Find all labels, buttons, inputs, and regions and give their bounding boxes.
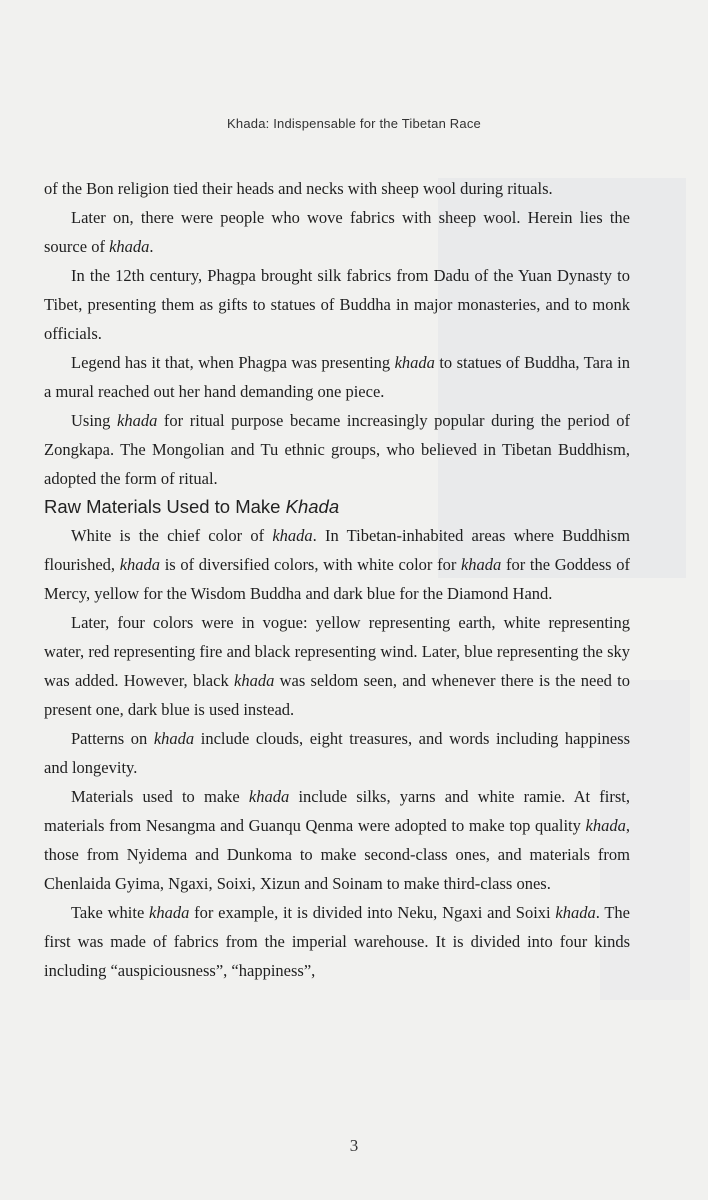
text-run: for ritual purpose became increasingly popular during the period of Zongkapa. The Mongolian and Tu ethnic groups, who believed in Tibetan Buddhism, adopted the form of ritual. [44, 411, 631, 488]
italic-term: khada [109, 237, 150, 256]
section-heading [44, 493, 630, 521]
text-run: , those from Nyidema and Dunkoma to make second-class ones, and materials from Chenlaida Gyima, Ngaxi, Soixi, Xizun and Soinam to make third-class ones. [44, 816, 630, 893]
italic-term: khada [394, 353, 435, 372]
text-run: Using [71, 411, 118, 430]
paragraph [44, 406, 630, 493]
text-run: was seldom seen, and whenever there is the need to present one, dark blue is used instead. [44, 671, 631, 719]
text-run: of the Bon religion tied their heads and necks with sheep wool during rituals. [44, 179, 553, 198]
text-run: Later on, there were people who wove fabrics with sheep wool. Herein lies the source of [44, 208, 630, 256]
italic-term: khada [153, 729, 195, 748]
running-head: Khada: Indispensable for the Tibetan Race [227, 116, 481, 131]
text-run: . In Tibetan-inhabited areas where Buddhism flourished, [44, 526, 630, 574]
text-run: is of diversified colors, with white color for [160, 555, 461, 574]
paragraph [44, 898, 630, 985]
paragraph [44, 174, 630, 203]
paragraph [44, 521, 630, 608]
page-number: 3 [349, 1136, 359, 1155]
text-run: include clouds, eight treasures, and words including happiness and longevity. [44, 729, 630, 777]
text-run: . [149, 237, 154, 256]
italic-term: khada [248, 787, 290, 806]
text-run: include silks, yarns and white ramie. At first, materials from Nesangma and Guanqu Qenma were adopted to make top quality [44, 787, 630, 835]
heading-text: Raw Materials Used to Make [44, 496, 286, 517]
text-run: Legend has it that, when Phagpa was presenting [71, 353, 395, 372]
paragraph [44, 261, 630, 348]
paragraph [44, 724, 630, 782]
italic-term: khada [585, 816, 626, 835]
paragraph [44, 348, 630, 406]
text-run: Take white [71, 903, 150, 922]
italic-term: khada [149, 903, 190, 922]
italic-term: khada [555, 903, 596, 922]
paragraph [44, 203, 630, 261]
text-run: to statues of Buddha, Tara in a mural reached out her hand demanding one piece. [44, 353, 630, 401]
text-run: for the Goddess of Mercy, yellow for the Wisdom Buddha and dark blue for the Diamond Hand. [44, 555, 630, 603]
text-run: . The first was made of fabrics from the imperial warehouse. It is divided into four kinds including “auspiciousness”, “happiness”, [44, 903, 630, 980]
heading-italic: Khada [285, 496, 340, 517]
paragraph [44, 782, 630, 898]
text-run: Patterns on [71, 729, 154, 748]
italic-term: khada [117, 411, 158, 430]
text-run: In the 12th century, Phagpa brought silk fabrics from Dadu of the Yuan Dynasty to Tibet, presenting them as gifts to statues of Buddha in major monasteries, and to monk officials. [44, 266, 630, 343]
italic-term: khada [460, 555, 502, 574]
text-run: White is the chief color of [71, 526, 273, 545]
page-body [44, 174, 630, 985]
text-run: Later, four colors were in vogue: yellow representing earth, white representing water, red representing fire and black representing wind. Later, blue representing the sky was added. However, black [44, 613, 630, 690]
italic-term: khada [119, 555, 161, 574]
italic-term: khada [272, 526, 313, 545]
paragraph [44, 608, 630, 724]
text-run: Materials used to make [71, 787, 249, 806]
text-run: for example, it is divided into Neku, Ngaxi and Soixi [189, 903, 556, 922]
italic-term: khada [234, 671, 275, 690]
